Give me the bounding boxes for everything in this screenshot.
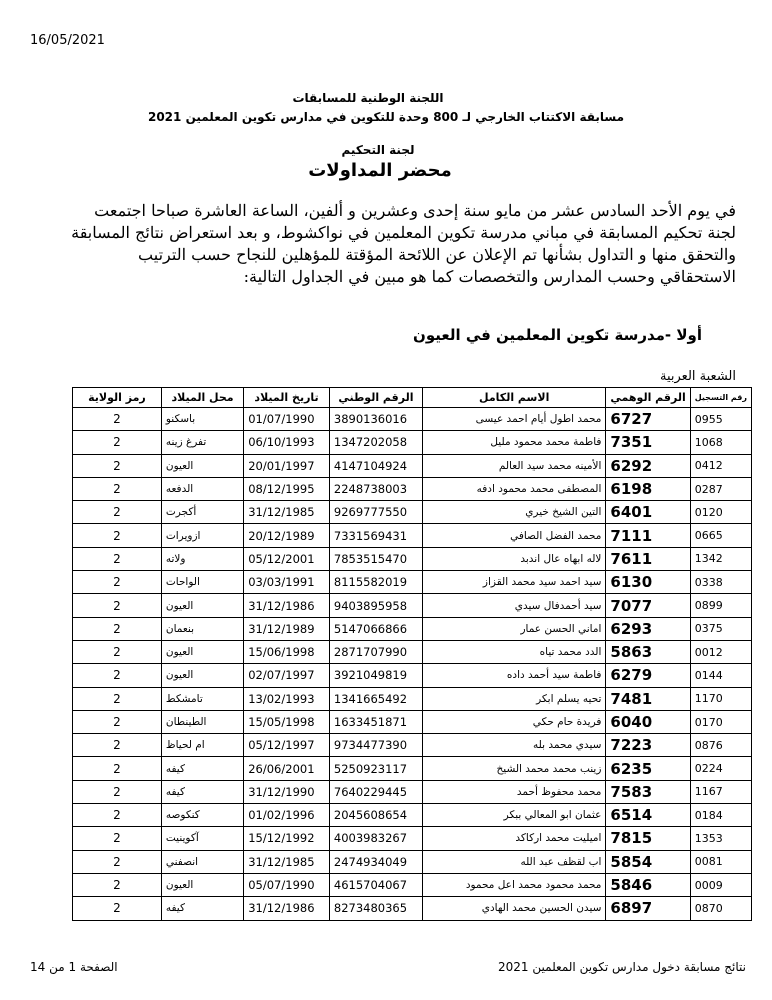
table-row	[73, 640, 752, 663]
birth-place-cell: أكجرت	[161, 501, 243, 524]
anonymous-number-cell: 6130	[606, 571, 690, 594]
table-row	[73, 454, 752, 477]
table-body	[73, 408, 752, 921]
registration-number-cell: 1342	[690, 547, 751, 570]
anonymous-number-cell: 7815	[606, 827, 690, 850]
birth-place-cell: الدفعه	[161, 477, 243, 500]
table-row	[73, 804, 752, 827]
anonymous-number-cell: 7077	[606, 594, 690, 617]
wilaya-code-cell: 2	[73, 804, 162, 827]
table-row	[73, 664, 752, 687]
header-anonymous-number: الرقم الوهمي	[606, 388, 690, 408]
birth-date-cell: 05/12/2001	[244, 547, 330, 570]
birth-date-cell: 03/03/1991	[244, 571, 330, 594]
print-date: 16/05/2021	[30, 33, 105, 48]
birth-place-cell: باسكنو	[161, 408, 243, 431]
registration-number-cell: 1353	[690, 827, 751, 850]
table-row	[73, 477, 752, 500]
anonymous-number-cell: 6514	[606, 804, 690, 827]
anonymous-number-cell: 7583	[606, 780, 690, 803]
birth-date-cell: 13/02/1993	[244, 687, 330, 710]
anonymous-number-cell: 5846	[606, 873, 690, 896]
full-name-cell: الدد محمد تياه	[422, 640, 605, 663]
registration-number-cell: 0184	[690, 804, 751, 827]
registration-number-cell: 0170	[690, 710, 751, 733]
anonymous-number-cell: 5863	[606, 640, 690, 663]
table-row	[73, 431, 752, 454]
wilaya-code-cell: 2	[73, 547, 162, 570]
national-id-cell: 9269777550	[329, 501, 422, 524]
wilaya-code-cell: 2	[73, 640, 162, 663]
anonymous-number-cell: 6292	[606, 454, 690, 477]
table-row	[73, 757, 752, 780]
full-name-cell: عثمان ابو المعالي ببكر	[422, 804, 605, 827]
table-row	[73, 408, 752, 431]
wilaya-code-cell: 2	[73, 827, 162, 850]
national-id-cell: 1633451871	[329, 710, 422, 733]
wilaya-code-cell: 2	[73, 850, 162, 873]
birth-date-cell: 20/01/1997	[244, 454, 330, 477]
full-name-cell: محمد اطول أيام احمد عيسى	[422, 408, 605, 431]
national-id-cell: 9734477390	[329, 734, 422, 757]
table-row	[73, 687, 752, 710]
full-name-cell: المصطفى محمد محمود ادفه	[422, 477, 605, 500]
document-title: محضر المداولات	[308, 160, 452, 181]
registration-number-cell: 0412	[690, 454, 751, 477]
birth-date-cell: 31/12/1985	[244, 501, 330, 524]
full-name-cell: فاطمة سيد أحمد داده	[422, 664, 605, 687]
registration-number-cell: 0287	[690, 477, 751, 500]
birth-place-cell: كيفه	[161, 757, 243, 780]
wilaya-code-cell: 2	[73, 594, 162, 617]
table-header-row	[73, 388, 752, 408]
table-row	[73, 710, 752, 733]
full-name-cell: سيد احمد سيد محمد القزاز	[422, 571, 605, 594]
wilaya-code-cell: 2	[73, 501, 162, 524]
birth-date-cell: 02/07/1997	[244, 664, 330, 687]
table-row	[73, 617, 752, 640]
birth-place-cell: كنكوصه	[161, 804, 243, 827]
birth-date-cell: 05/07/1990	[244, 873, 330, 896]
page-number: الصفحة 1 من 14	[30, 960, 118, 974]
table-row	[73, 827, 752, 850]
birth-place-cell: العيون	[161, 873, 243, 896]
anonymous-number-cell: 7481	[606, 687, 690, 710]
branch-label: الشعبة العربية	[660, 369, 736, 384]
birth-date-cell: 08/12/1995	[244, 477, 330, 500]
full-name-cell: فاطمة محمد محمود مليل	[422, 431, 605, 454]
national-id-cell: 7331569431	[329, 524, 422, 547]
full-name-cell: محمد الفضل الصافي	[422, 524, 605, 547]
section-heading: أولا -مدرسة تكوين المعلمين في العيون	[413, 326, 702, 344]
registration-number-cell: 0876	[690, 734, 751, 757]
registration-number-cell: 0899	[690, 594, 751, 617]
registration-number-cell: 0009	[690, 873, 751, 896]
full-name-cell: فريدة حام حكي	[422, 710, 605, 733]
anonymous-number-cell: 6040	[606, 710, 690, 733]
national-id-cell: 1341665492	[329, 687, 422, 710]
wilaya-code-cell: 2	[73, 571, 162, 594]
birth-place-cell: العيون	[161, 454, 243, 477]
header-birth-place: محل الميلاد	[161, 388, 243, 408]
anonymous-number-cell: 6198	[606, 477, 690, 500]
national-id-cell: 5147066866	[329, 617, 422, 640]
national-id-cell: 8115582019	[329, 571, 422, 594]
full-name-cell: سيد أحمدفال سيدي	[422, 594, 605, 617]
birth-date-cell: 31/12/1985	[244, 850, 330, 873]
intro-paragraph: في يوم الأحد السادس عشر من مايو سنة إحدى وعشرين و ألفين، الساعة العاشرة صباحا اجتمعت لجنة تحكيم المسابقة في مباني مدرسة تكوين المعلمين في نواكشوط، و بعد استعراض نتائج المسابقة والتحقق منها و التداول بشأنها تم الإعلان عن اللائحة المؤقتة للمؤهلين للنجاح حسب الترتيب الاستحقاقي وحسب المدارس والتخصصات كما هو مبين في الجداول التالية:	[71, 201, 736, 286]
anonymous-number-cell: 7111	[606, 524, 690, 547]
national-id-cell: 1347202058	[329, 431, 422, 454]
birth-place-cell: ام لحياظ	[161, 734, 243, 757]
full-name-cell: محمد محفوظ أحمد	[422, 780, 605, 803]
birth-place-cell: العيون	[161, 594, 243, 617]
full-name-cell: سيدن الحسين محمد الهادي	[422, 897, 605, 920]
birth-place-cell: كيفه	[161, 897, 243, 920]
registration-number-cell: 0955	[690, 408, 751, 431]
registration-number-cell: 0081	[690, 850, 751, 873]
birth-date-cell: 20/12/1989	[244, 524, 330, 547]
national-id-cell: 7853515470	[329, 547, 422, 570]
table-row	[73, 524, 752, 547]
footer-title: نتائج مسابقة دخول مدارس تكوين المعلمين 2021	[498, 960, 746, 974]
wilaya-code-cell: 2	[73, 431, 162, 454]
national-id-cell: 2871707990	[329, 640, 422, 663]
birth-place-cell: ولاته	[161, 547, 243, 570]
national-id-cell: 2474934049	[329, 850, 422, 873]
wilaya-code-cell: 2	[73, 477, 162, 500]
table-row	[73, 594, 752, 617]
national-id-cell: 2248738003	[329, 477, 422, 500]
table-row	[73, 571, 752, 594]
full-name-cell: زينب محمد محمد الشيخ	[422, 757, 605, 780]
birth-date-cell: 31/12/1986	[244, 594, 330, 617]
registration-number-cell: 1167	[690, 780, 751, 803]
wilaya-code-cell: 2	[73, 780, 162, 803]
birth-place-cell: العيون	[161, 664, 243, 687]
national-id-cell: 4003983267	[329, 827, 422, 850]
table-row	[73, 873, 752, 896]
birth-place-cell: تامشكط	[161, 687, 243, 710]
registration-number-cell: 0224	[690, 757, 751, 780]
full-name-cell: محمد محمود محمد اعل محمود	[422, 873, 605, 896]
birth-place-cell: ازويرات	[161, 524, 243, 547]
birth-date-cell: 01/02/1996	[244, 804, 330, 827]
full-name-cell: اب لقظف عبد الله	[422, 850, 605, 873]
birth-date-cell: 31/12/1986	[244, 897, 330, 920]
birth-place-cell: الواحات	[161, 571, 243, 594]
anonymous-number-cell: 6279	[606, 664, 690, 687]
anonymous-number-cell: 6727	[606, 408, 690, 431]
header-registration-number: رقم التسجيل	[690, 388, 751, 408]
wilaya-code-cell: 2	[73, 687, 162, 710]
birth-date-cell: 31/12/1989	[244, 617, 330, 640]
full-name-cell: سيدي محمد بله	[422, 734, 605, 757]
anonymous-number-cell: 7611	[606, 547, 690, 570]
anonymous-number-cell: 6293	[606, 617, 690, 640]
table-row	[73, 850, 752, 873]
anonymous-number-cell: 6897	[606, 897, 690, 920]
full-name-cell: التين الشيخ خيري	[422, 501, 605, 524]
birth-date-cell: 06/10/1993	[244, 431, 330, 454]
birth-date-cell: 26/06/2001	[244, 757, 330, 780]
national-id-cell: 9403895958	[329, 594, 422, 617]
registration-number-cell: 0665	[690, 524, 751, 547]
anonymous-number-cell: 6401	[606, 501, 690, 524]
wilaya-code-cell: 2	[73, 408, 162, 431]
wilaya-code-cell: 2	[73, 454, 162, 477]
birth-place-cell: الطينطان	[161, 710, 243, 733]
table-row	[73, 734, 752, 757]
national-id-cell: 8273480365	[329, 897, 422, 920]
birth-date-cell: 31/12/1990	[244, 780, 330, 803]
full-name-cell: اماني الحسن عمار	[422, 617, 605, 640]
wilaya-code-cell: 2	[73, 710, 162, 733]
national-id-cell: 2045608654	[329, 804, 422, 827]
anonymous-number-cell: 7223	[606, 734, 690, 757]
committee-name: اللجنة الوطنية للمسابقات	[292, 91, 444, 105]
national-id-cell: 3890136016	[329, 408, 422, 431]
full-name-cell: اميليت محمد اركاكد	[422, 827, 605, 850]
national-id-cell: 5250923117	[329, 757, 422, 780]
header-birth-date: تاريخ الميلاد	[244, 388, 330, 408]
birth-place-cell: العيون	[161, 640, 243, 663]
birth-place-cell: تفرغ زينه	[161, 431, 243, 454]
birth-date-cell: 15/05/1998	[244, 710, 330, 733]
birth-date-cell: 15/12/1992	[244, 827, 330, 850]
registration-number-cell: 0120	[690, 501, 751, 524]
wilaya-code-cell: 2	[73, 664, 162, 687]
national-id-cell: 3921049819	[329, 664, 422, 687]
national-id-cell: 7640229445	[329, 780, 422, 803]
birth-date-cell: 15/06/1998	[244, 640, 330, 663]
results-table	[72, 387, 752, 921]
anonymous-number-cell: 7351	[606, 431, 690, 454]
registration-number-cell: 0338	[690, 571, 751, 594]
wilaya-code-cell: 2	[73, 617, 162, 640]
full-name-cell: تحيه يسلم ابكر	[422, 687, 605, 710]
header-full-name: الاسم الكامل	[422, 388, 605, 408]
birth-date-cell: 01/07/1990	[244, 408, 330, 431]
table-row	[73, 780, 752, 803]
header-national-id: الرقم الوطني	[329, 388, 422, 408]
wilaya-code-cell: 2	[73, 897, 162, 920]
competition-title: مسابقة الاكتتاب الخارجي لـ 800 وحدة للتكوين في مدارس تكوين المعلمين 2021	[147, 110, 625, 124]
table-row	[73, 897, 752, 920]
birth-place-cell: كيفه	[161, 780, 243, 803]
national-id-cell: 4147104924	[329, 454, 422, 477]
full-name-cell: الأمينه محمد سيد العالم	[422, 454, 605, 477]
full-name-cell: لاله ابهاه عال اندبد	[422, 547, 605, 570]
table-row	[73, 547, 752, 570]
birth-place-cell: آكوينيت	[161, 827, 243, 850]
registration-number-cell: 1068	[690, 431, 751, 454]
national-id-cell: 4615704067	[329, 873, 422, 896]
wilaya-code-cell: 2	[73, 757, 162, 780]
table-row	[73, 501, 752, 524]
wilaya-code-cell: 2	[73, 524, 162, 547]
header-wilaya-code: رمز الولاية	[73, 388, 162, 408]
jury-label: لجنة التحكيم	[341, 143, 415, 157]
registration-number-cell: 0144	[690, 664, 751, 687]
registration-number-cell: 0375	[690, 617, 751, 640]
birth-place-cell: بنعمان	[161, 617, 243, 640]
wilaya-code-cell: 2	[73, 873, 162, 896]
anonymous-number-cell: 6235	[606, 757, 690, 780]
birth-date-cell: 05/12/1997	[244, 734, 330, 757]
anonymous-number-cell: 5854	[606, 850, 690, 873]
wilaya-code-cell: 2	[73, 734, 162, 757]
birth-place-cell: انصفني	[161, 850, 243, 873]
registration-number-cell: 0870	[690, 897, 751, 920]
registration-number-cell: 0012	[690, 640, 751, 663]
registration-number-cell: 1170	[690, 687, 751, 710]
